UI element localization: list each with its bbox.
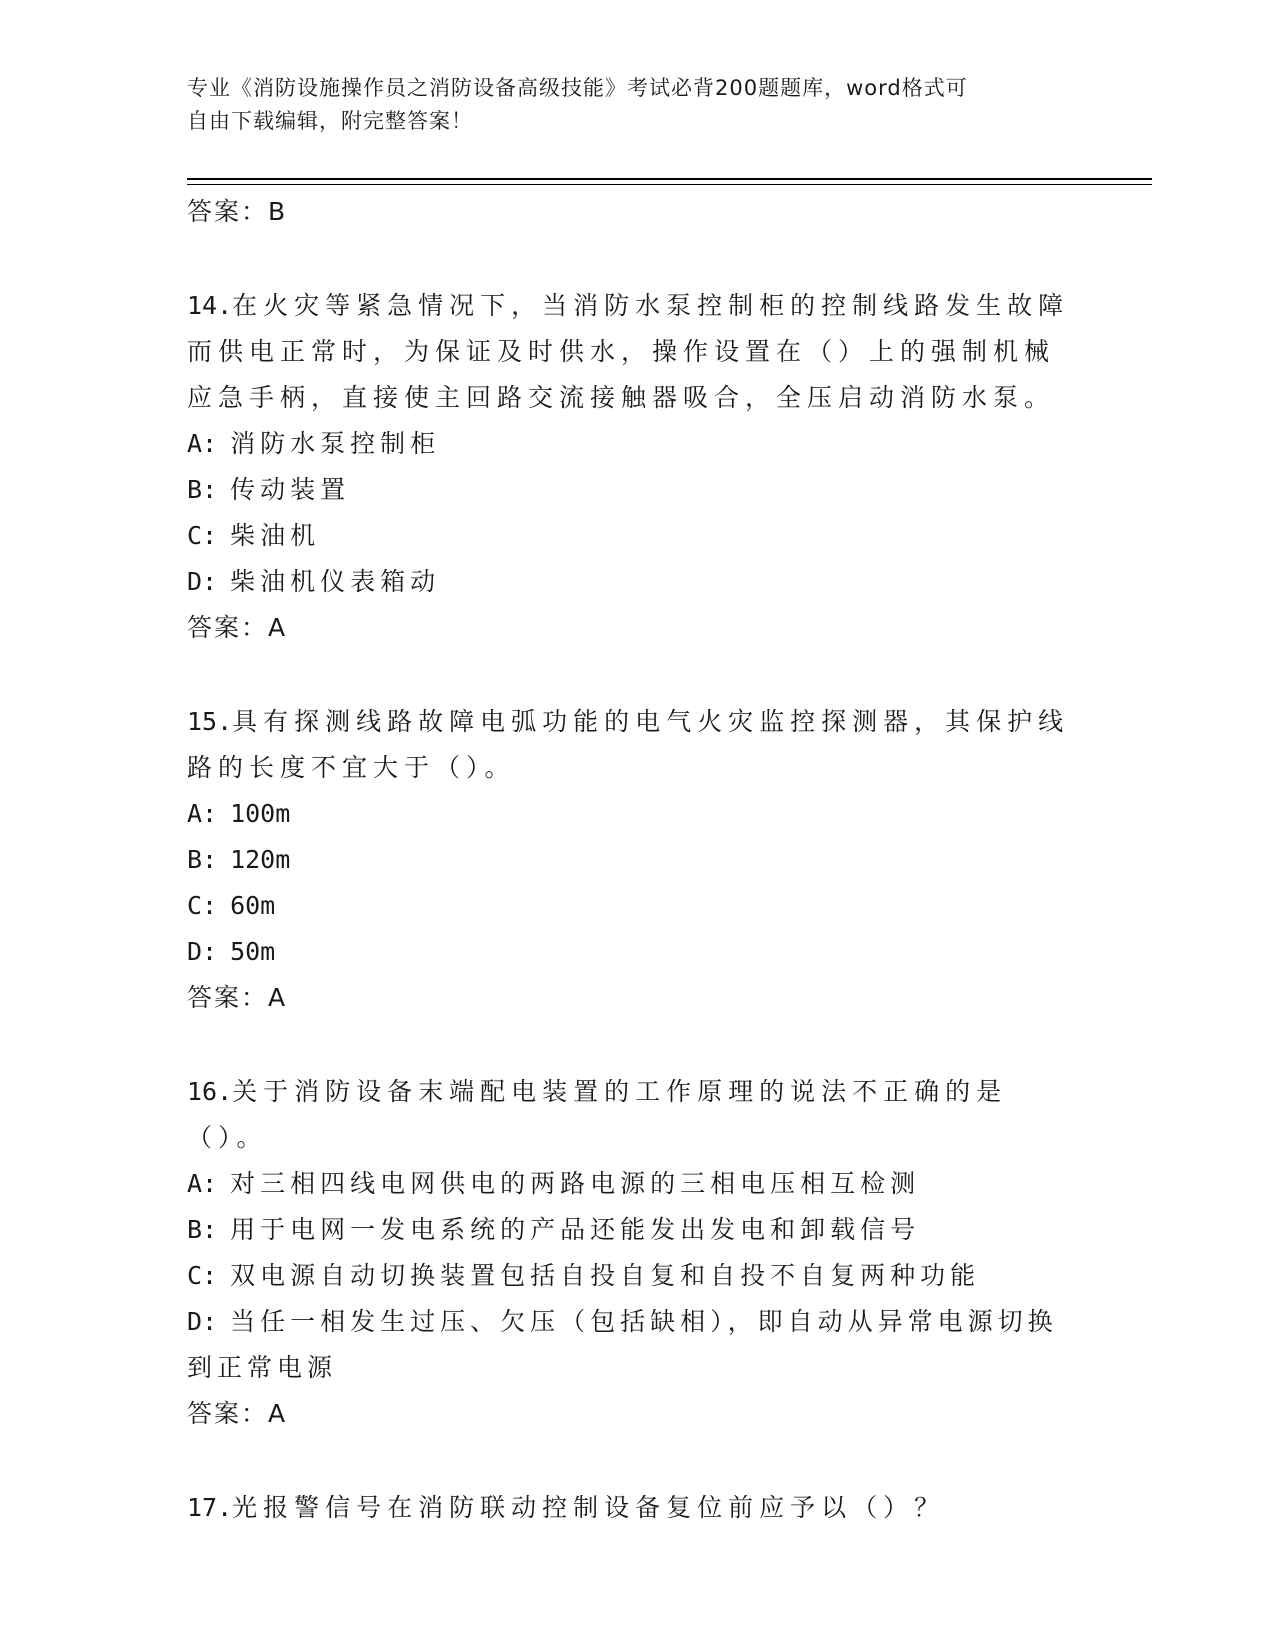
option-d	[187, 929, 1072, 975]
option-key: B:	[187, 1215, 218, 1244]
question-number: 15.	[187, 707, 233, 736]
option-c	[187, 1253, 1072, 1299]
option-text: 当任一相发生过压、欠压（包括缺相），即自动从异常电源切换到正常电源	[187, 1307, 1058, 1382]
header-line-1: 专业《消防设施操作员之消防设备高级技能》考试必背200题题库，word格式可	[187, 76, 968, 100]
header-line-2: 自由下载编辑，附完整答案！	[187, 109, 473, 133]
question-text: 光报警信号在消防联动控制设备复位前应予以（）？	[232, 1493, 946, 1522]
answer-line: 答案：A	[187, 613, 288, 642]
document-header	[187, 72, 1067, 138]
option-d	[187, 559, 1072, 605]
option-c	[187, 513, 1072, 559]
option-key: C:	[187, 891, 218, 920]
option-text: 消防水泵控制柜	[230, 429, 441, 458]
answer-line: 答案：A	[187, 983, 288, 1012]
option-text: 60m	[230, 891, 276, 920]
option-text: 柴油机仪表箱动	[230, 567, 441, 596]
option-text: 柴油机	[230, 521, 321, 550]
option-c	[187, 883, 1072, 929]
option-text: 传动装置	[230, 475, 351, 504]
option-text: 50m	[230, 937, 276, 966]
option-text: 100m	[230, 799, 291, 828]
header-divider-thick	[187, 178, 1152, 180]
question-17	[187, 1485, 1072, 1531]
question-stem	[187, 699, 1072, 791]
option-key: B:	[187, 475, 218, 504]
option-key: B:	[187, 845, 218, 874]
option-a	[187, 1161, 1072, 1207]
question-text: 具有探测线路故障电弧功能的电气火灾监控探测器，其保护线路的长度不宜大于（）。	[187, 707, 1070, 782]
question-stem	[187, 283, 1072, 421]
option-b	[187, 1207, 1072, 1253]
option-text: 双电源自动切换装置包括自投自复和自投不自复两种功能	[230, 1261, 981, 1290]
question-stem	[187, 1485, 1072, 1531]
option-b	[187, 467, 1072, 513]
question-16	[187, 1069, 1072, 1436]
option-key: D:	[187, 567, 218, 596]
option-text: 用于电网一发电系统的产品还能发出发电和卸载信号	[230, 1215, 921, 1244]
option-a	[187, 421, 1072, 467]
answer-line: 答案：B	[187, 197, 288, 226]
option-a	[187, 791, 1072, 837]
question-number: 17.	[187, 1493, 233, 1522]
option-key: A:	[187, 429, 218, 458]
question-text: 关于消防设备末端配电装置的工作原理的说法不正确的是（）。	[187, 1077, 1008, 1152]
option-text: 120m	[230, 845, 291, 874]
question-list	[187, 189, 1072, 1531]
option-key: A:	[187, 1169, 218, 1198]
option-b	[187, 837, 1072, 883]
question-number: 14.	[187, 291, 233, 320]
question-text: 在火灾等紧急情况下，当消防水泵控制柜的控制线路发生故障而供电正常时，为保证及时供水，操作设置在（）上的强制机械应急手柄，直接使主回路交流接触器吸合，全压启动消防水泵。	[187, 291, 1070, 412]
option-key: A:	[187, 799, 218, 828]
option-d	[187, 1299, 1072, 1391]
header-divider-thin	[187, 184, 1152, 185]
option-key: C:	[187, 521, 218, 550]
question-14	[187, 283, 1072, 650]
question-number: 16.	[187, 1077, 233, 1106]
question-stem	[187, 1069, 1072, 1161]
question-15	[187, 699, 1072, 1020]
option-key: D:	[187, 1307, 218, 1336]
option-key: D:	[187, 937, 218, 966]
option-text: 对三相四线电网供电的两路电源的三相电压相互检测	[230, 1169, 921, 1198]
answer-line: 答案：A	[187, 1399, 288, 1428]
option-key: C:	[187, 1261, 218, 1290]
